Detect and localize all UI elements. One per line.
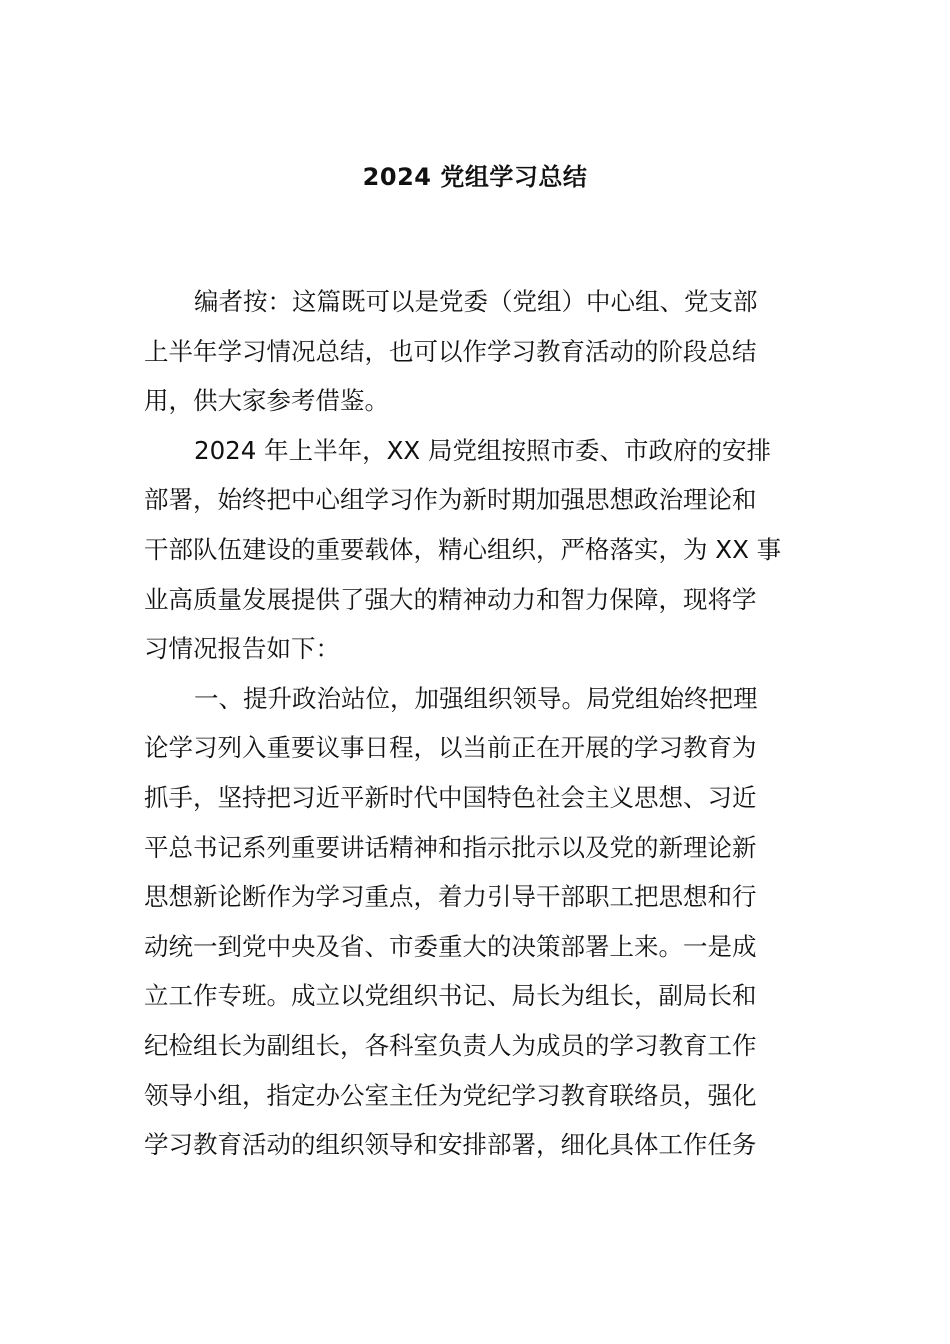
paragraph-line: 业高质量发展提供了强大的精神动力和智力保障，现将学 — [144, 584, 757, 614]
paragraph-line: 领导小组，指定办公室主任为党纪学习教育联络员，强化 — [144, 1080, 757, 1110]
document-title: 2024 党组学习总结 — [362, 163, 588, 191]
paragraph-line: 动统一到党中央及省、市委重大的决策部署上来。一是成 — [144, 931, 757, 961]
paragraph-line: 立工作专班。成立以党组织书记、局长为组长，副局长和 — [144, 981, 757, 1011]
paragraph-line: 习情况报告如下： — [144, 634, 340, 664]
document-body — [144, 282, 808, 1175]
paragraph-line: 部署，始终把中心组学习作为新时期加强思想政治理论和 — [144, 485, 757, 515]
paragraph-line: 思想新论断作为学习重点，着力引导干部职工把思想和行 — [144, 882, 757, 912]
paragraph-line: 纪检组长为副组长，各科室负责人为成员的学习教育工作 — [144, 1030, 757, 1060]
paragraph-line: 论学习列入重要议事日程，以当前正在开展的学习教育为 — [144, 733, 757, 763]
paragraph-first-line: 一、提升政治站位，加强组织领导。局党组始终把理 — [194, 683, 758, 713]
paragraph-first-line: 编者按：这篇既可以是党委（党组）中心组、党支部 — [194, 287, 758, 316]
paragraph-line: 上半年学习情况总结，也可以作学习教育活动的阶段总结 — [144, 336, 757, 366]
paragraph-first-line: 2024 年上半年，XX 局党组按照市委、市政府的安排 — [194, 435, 771, 465]
paragraph-line: 平总书记系列重要讲话精神和指示批示以及党的新理论新 — [144, 832, 757, 862]
paragraph-line: 抓手，坚持把习近平新时代中国特色社会主义思想、习近 — [144, 782, 757, 812]
paragraph-line: 学习教育活动的组织领导和安排部署，细化具体工作任务 — [144, 1130, 757, 1160]
paragraph-line: 用，供大家参考借鉴。 — [144, 386, 389, 416]
paragraph-line: 干部队伍建设的重要载体，精心组织，严格落实，为 XX 事 — [144, 534, 782, 564]
